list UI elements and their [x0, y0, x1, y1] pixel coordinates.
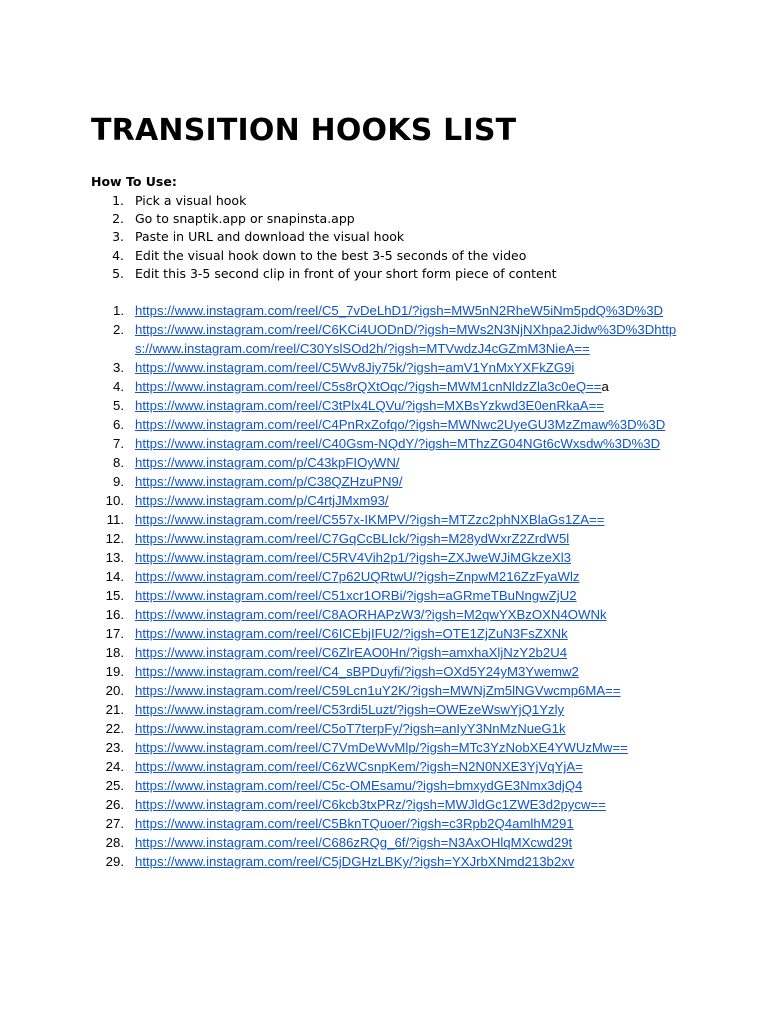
hook-link[interactable]: https://www.instagram.com/reel/C5_7vDeLhD1/?igsh=MW5nN2RheW5iNm5pdQ%3D%3D: [135, 303, 664, 318]
hook-link-item: [91, 472, 691, 491]
step-number: 1.: [112, 193, 124, 208]
link-number: 1.: [113, 303, 124, 318]
hook-link[interactable]: https://www.instagram.com/reel/C51xcr1ORBi/?igsh=aGRmeTBuNngwZjU2: [135, 588, 577, 603]
link-number: 5.: [113, 398, 124, 413]
hook-link-item: [91, 567, 691, 586]
step-item: [91, 247, 711, 265]
hook-link-item: [91, 738, 691, 757]
how-to-steps-list: [91, 192, 711, 283]
hook-link[interactable]: https://www.instagram.com/reel/C6ZlrEAO0Hn/?igsh=amxhaXljNzY2b2U4: [135, 645, 568, 660]
hook-link-item: [91, 301, 691, 320]
hook-link[interactable]: https://www.instagram.com/reel/C686zRQg_6f/?igsh=N3AxOHlqMXcwd29t: [135, 835, 573, 850]
hook-link[interactable]: https://www.instagram.com/reel/C40Gsm-NQdY/?igsh=MThzZG04NGt6cWxsdw%3D%3D: [135, 436, 661, 451]
hook-link-item: [91, 776, 691, 795]
hook-link[interactable]: https://www.instagram.com/reel/C6KCi4UODnD/?igsh=MWs2N3NjNXhpa2Jidw%3D%3Dhttps://www.instagram.com/reel/C30YslSOd2h/?igsh=MTVwdzJ4cGZmM3NieA==: [135, 322, 677, 356]
step-item: [91, 228, 711, 246]
link-number: 10.: [105, 493, 124, 508]
hook-link[interactable]: https://www.instagram.com/reel/C557x-IKMPV/?igsh=MTZzc2phNXBlaGs1ZA==: [135, 512, 605, 527]
hook-link[interactable]: https://www.instagram.com/p/C4rtjJMxm93/: [135, 493, 389, 508]
link-number: 12.: [105, 531, 124, 546]
hook-link-item: [91, 833, 691, 852]
hook-link[interactable]: https://www.instagram.com/reel/C59Lcn1uY2K/?igsh=MWNjZm5lNGVwcmp6MA==: [135, 683, 621, 698]
link-number: 15.: [105, 588, 124, 603]
link-number: 6.: [113, 417, 124, 432]
hook-link[interactable]: https://www.instagram.com/reel/C5RV4Vih2p1/?igsh=ZXJweWJiMGkzeXl3: [135, 550, 571, 565]
hook-link-item: [91, 586, 691, 605]
hook-link[interactable]: https://www.instagram.com/reel/C7GqCcBLIck/?igsh=M28ydWxrZ2ZrdW5l: [135, 531, 570, 546]
link-number: 19.: [105, 664, 124, 679]
hook-link-item: [91, 700, 691, 719]
hook-link-item: [91, 434, 691, 453]
link-number: 18.: [105, 645, 124, 660]
link-number: 13.: [105, 550, 124, 565]
link-number: 11.: [106, 512, 124, 527]
hook-link-item: [91, 415, 691, 434]
hook-link[interactable]: https://www.instagram.com/reel/C5s8rQXtOqc/?igsh=MWM1cnNldzZla3c0eQ==: [135, 379, 602, 394]
link-number: 24.: [105, 759, 124, 774]
step-number: 2.: [112, 211, 124, 227]
hook-link-item: [91, 491, 691, 510]
step-text: Edit the visual hook down to the best 3-5 seconds of the video: [135, 247, 527, 263]
hook-link-item: [91, 548, 691, 567]
link-number: 20.: [105, 683, 124, 698]
hook-link[interactable]: https://www.instagram.com/p/C43kpFIOyWN/: [135, 455, 400, 470]
hook-link-item: [91, 814, 691, 833]
link-suffix-text: a: [601, 379, 609, 394]
link-number: 2.: [113, 322, 124, 337]
hook-link[interactable]: https://www.instagram.com/reel/C5BknTQuoer/?igsh=c3Rpb2Q4amlhM291: [135, 816, 574, 831]
hook-link-item: [91, 757, 691, 776]
link-number: 21.: [105, 702, 124, 717]
step-number: 4.: [112, 247, 124, 263]
link-number: 16.: [105, 607, 124, 622]
step-text: Edit this 3-5 second clip in front of your short form piece of content: [135, 265, 557, 281]
link-number: 8.: [113, 455, 124, 470]
link-number: 14.: [105, 569, 124, 584]
hook-link[interactable]: https://www.instagram.com/reel/C5c-OMEsamu/?igsh=bmxydGE3Nmx3djQ4: [135, 778, 583, 793]
hook-link[interactable]: https://www.instagram.com/p/C38QZHzuPN9/: [135, 474, 403, 489]
link-number: 9.: [113, 474, 124, 489]
step-text: Go to snaptik.app or snapinsta.app: [135, 211, 355, 227]
hook-link-item: [91, 852, 691, 871]
hook-link[interactable]: https://www.instagram.com/reel/C53rdi5Luzt/?igsh=OWEzeWswYjQ1Yzly: [135, 702, 565, 717]
hook-link-item: [91, 510, 691, 529]
hook-link-item: [91, 529, 691, 548]
link-number: 22.: [105, 721, 124, 736]
hook-link[interactable]: https://www.instagram.com/reel/C5oT7terpFy/?igsh=anIyY3NnMzNueG1k: [135, 721, 566, 736]
hook-link[interactable]: https://www.instagram.com/reel/C5Wv8Jiy75k/?igsh=amV1YnMxYXFkZG9i: [135, 360, 575, 375]
hook-link-item: [91, 605, 691, 624]
hook-link-item: [91, 358, 691, 377]
hook-link-item: [91, 624, 691, 643]
link-number: 25.: [105, 778, 124, 793]
step-item: [91, 210, 711, 228]
hook-link[interactable]: https://www.instagram.com/reel/C8AORHAPzW3/?igsh=M2qwYXBzOXN4OWNk: [135, 607, 607, 622]
link-number: 27.: [105, 816, 124, 831]
hook-link-item: [91, 719, 691, 738]
link-number: 7.: [113, 436, 124, 451]
link-number: 17.: [105, 626, 124, 641]
hook-link-item: [91, 643, 691, 662]
step-number: 3.: [112, 229, 124, 245]
link-number: 4.: [113, 379, 124, 394]
hook-link-item: [91, 681, 691, 700]
how-to-use-label: How To Use:: [91, 174, 177, 189]
page-title: TRANSITION HOOKS LIST: [91, 113, 517, 148]
hook-link-item: [91, 320, 691, 358]
step-text: Paste in URL and download the visual hook: [135, 229, 405, 245]
hook-link[interactable]: https://www.instagram.com/reel/C6ICEbjIFU2/?igsh=OTE1ZjZuN3FsZXNk: [135, 626, 568, 641]
hook-link-item: [91, 453, 691, 472]
hook-link-item: [91, 662, 691, 681]
step-item: [91, 192, 711, 210]
step-number: 5.: [112, 265, 124, 281]
hook-link[interactable]: https://www.instagram.com/reel/C4PnRxZofqo/?igsh=MWNwc2UyeGU3MzZmaw%3D%3D: [135, 417, 666, 432]
link-number: 23.: [105, 740, 124, 755]
hook-link[interactable]: https://www.instagram.com/reel/C5jDGHzLBKy/?igsh=YXJrbXNmd213b2xv: [135, 854, 575, 869]
hook-link-item: [91, 396, 691, 415]
link-number: 26.: [105, 797, 124, 812]
hook-link[interactable]: https://www.instagram.com/reel/C6kcb3txPRz/?igsh=MWJldGc1ZWE3d2pycw==: [135, 797, 606, 812]
link-number: 28.: [105, 835, 124, 850]
link-number: 29.: [105, 854, 124, 869]
step-item: [91, 265, 711, 283]
hook-links-list: [91, 301, 691, 871]
hook-link[interactable]: https://www.instagram.com/reel/C7VmDeWvMlp/?igsh=MTc3YzNobXE4YWUzMw==: [135, 740, 628, 755]
link-number: 3.: [113, 360, 124, 375]
hook-link[interactable]: https://www.instagram.com/reel/C4_sBPDuyfi/?igsh=OXd5Y24yM3Ywemw2: [135, 664, 579, 679]
hook-link[interactable]: https://www.instagram.com/reel/C6zWCsnpKem/?igsh=N2N0NXE3YjVqYjA=: [135, 759, 583, 774]
hook-link-item: [91, 377, 691, 396]
hook-link[interactable]: https://www.instagram.com/reel/C3tPlx4LQVu/?igsh=MXBsYzkwd3E0enRkaA==: [135, 398, 604, 413]
hook-link-item: [91, 795, 691, 814]
step-text: Pick a visual hook: [135, 193, 247, 208]
hook-link[interactable]: https://www.instagram.com/reel/C7p62UQRtwU/?igsh=ZnpwM216ZzFyaWlz: [135, 569, 580, 584]
